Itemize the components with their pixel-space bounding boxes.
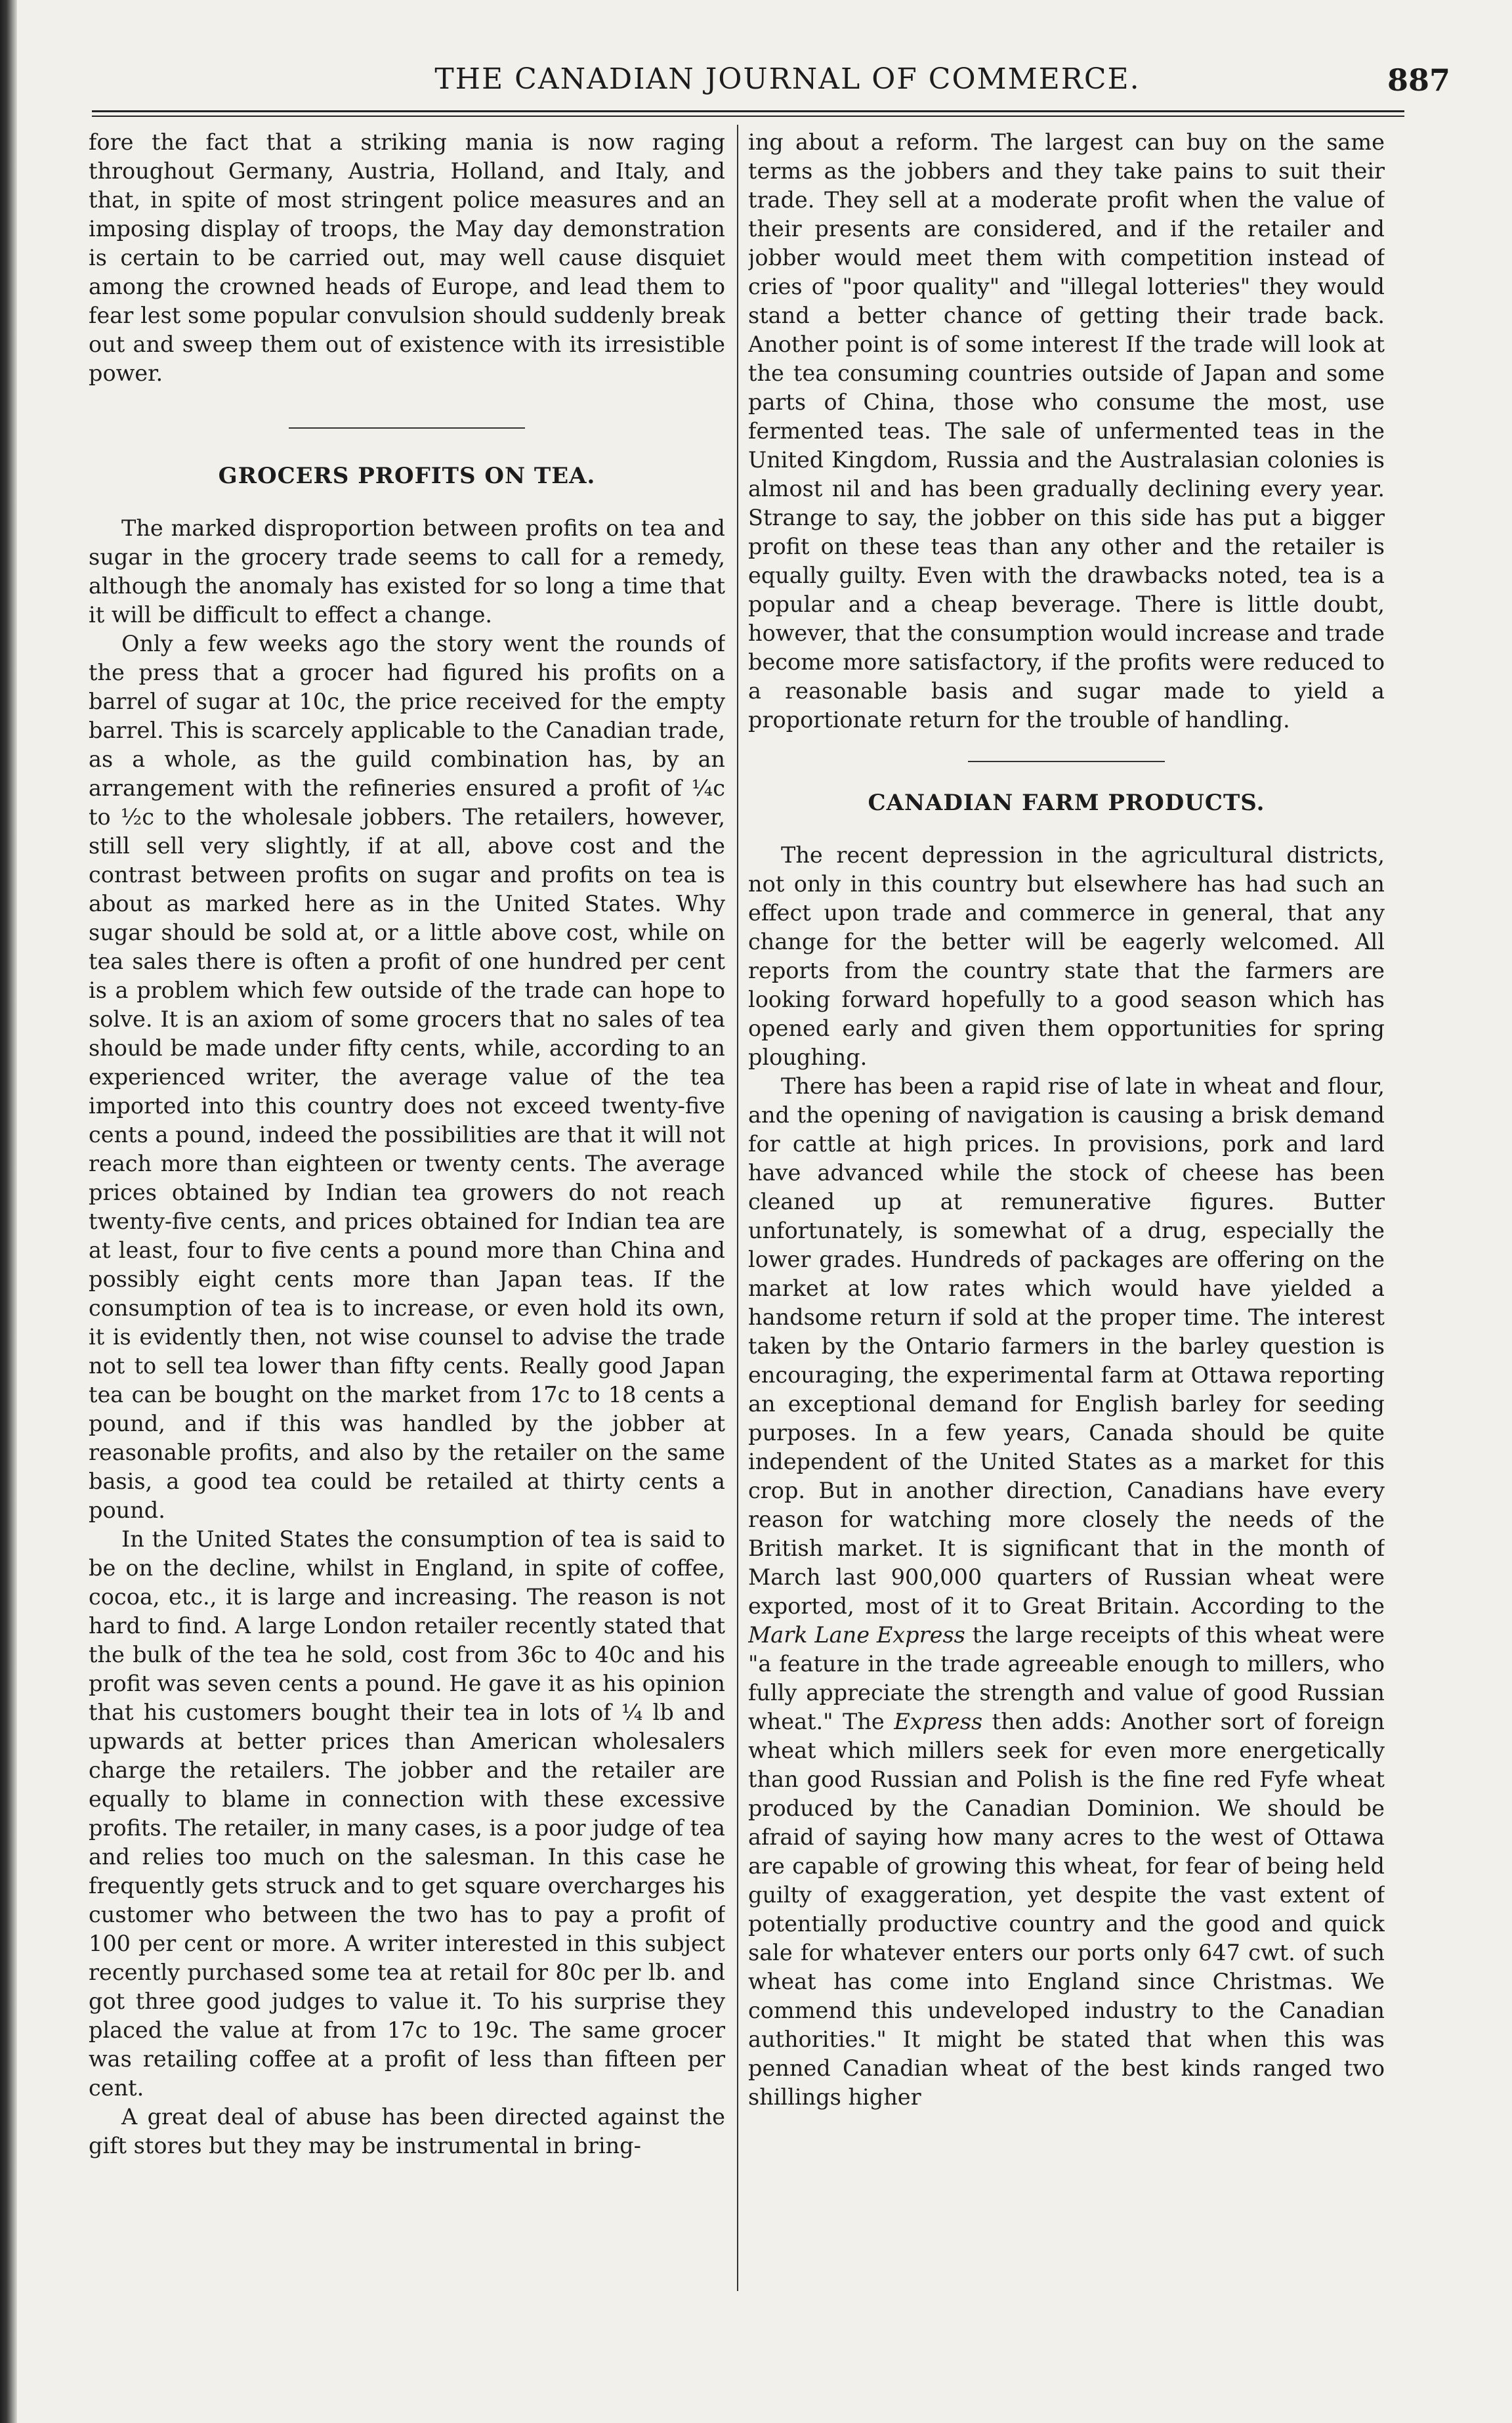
article-paragraph xyxy=(748,1072,1385,2112)
publication-title: Express xyxy=(894,1709,983,1734)
page-number: 887 xyxy=(1387,62,1450,98)
article-paragraph: The marked disproportion between profits on tea and sugar in the grocery trade seems to call for a remedy, although the anomaly has existed for so long a time that it will be difficult to effect a change. xyxy=(89,515,725,628)
running-head: THE CANADIAN JOURNAL OF COMMERCE. xyxy=(434,62,1141,96)
left-column xyxy=(89,128,725,2255)
publication-title: Mark Lane Express xyxy=(748,1622,965,1648)
article-paragraph: In the United States the consumption of tea is said to be on the decline, whilst in England, in spite of coffee, cocoa, etc., it is large and increasing. The reason is not hard to find. A large London retailer recently stated that the bulk of the tea he sold, cost from 36c to 40c and his profit was seven cents a pound. He gave it as his opinion that his customers bought their tea in lots of ¼ lb and upwards at better prices than American wholesalers charge the retailers. The jobber and the retailer are equally to blame in connection with these excessive profits. The retailer, in many cases, is a poor judge of tea and relies too much on the salesman. In this case he frequently gets struck and to get square overcharges his customer who between the two has to pay a profit of 100 per cent or more. A writer interested in this subject recently purchased some tea at retail for 80c per lb. and got three good judges to value it. To his surprise they placed the value at from 17c to 19c. The same grocer was retailing coffee at a profit of less than fifteen per cent. xyxy=(89,1526,725,2101)
text-run: the large receipts of this wheat were "a feature in the trade agreeable enough to millers, who fully appreciate the strength and value of good Russian wheat." The xyxy=(748,1622,1385,1734)
right-column xyxy=(748,128,1385,2255)
text-run: There has been a rapid rise of late in wheat and flour, and the opening of navigation is causing a brisk demand for cattle at high prices. In provisions, pork and lard have advanced while the stock of cheese has been cleaned up at remunerative figures. Butter unfortunately, is somewhat of a drug, especially the lower grades. Hundreds of packages are offering on the market at low rates which would have yielded a handsome return if sold at the proper time. The interest taken by the Ontario farmers in the barley question is encouraging, the experimental farm at Ottawa reporting an exceptional demand for English barley for seeding purposes. In a few years, Canada should be quite independent of the United States as a market for this crop. But in another direction, Canadians have every reason for watching more closely the needs of the British market. It is significant that in the month of March last 900,000 quarters of Russian wheat were exported, most of it to Great Britain. According to the xyxy=(748,1073,1385,1619)
intro-paragraph: fore the fact that a striking mania is now raging throughout Germany, Austria, Holland, and Italy, and that, in spite of most stringent police measures and an imposing display of troops, the May day demonstration is certain to be carried out, may well cause disquiet among the crowned heads of Europe, and lead them to fear lest some popular convulsion should suddenly break out and sweep them out of existence with its irresistible power. xyxy=(89,129,725,386)
text-run: then adds: Another sort of foreign wheat which millers seek for even more energetically than good Russian and Polish is the fine red Fyfe wheat produced by the Canadian Dominion. We should be afraid of saying how many acres to the west of Ottawa are capable of growing this wheat, for fear of being held guilty of exaggeration, yet despite the vast extent of potentially productive country and the good and quick sale for whatever enters our ports only 647 cwt. of such wheat has come into England since Christmas. We commend this undeveloped industry to the Canadian authorities." It might be stated that when this was penned Canadian wheat of the best kinds ranged two shillings higher xyxy=(748,1709,1385,2110)
section-rule xyxy=(289,427,525,429)
article-paragraph: The recent depression in the agricultural districts, not only in this country but elsewhere has had such an effect upon trade and commerce in general, that any change for the better will be eagerly welcomed. All reports from the country state that the farmers are looking forward hopefully to a good season which has opened early and given them opportunities for spring ploughing. xyxy=(748,842,1385,1070)
page-header xyxy=(85,62,1477,108)
section-rule xyxy=(968,761,1165,762)
header-rule xyxy=(92,110,1404,117)
article-paragraph: A great deal of abuse has been directed against the gift stores but they may be instrumental in bring- xyxy=(89,2104,725,2158)
section-title-farm-products: CANADIAN FARM PRODUCTS. xyxy=(868,790,1265,816)
continuation-paragraph: ing about a reform. The largest can buy on the same terms as the jobbers and they take pains to suit their trade. They sell at a moderate profit when the value of their presents are considered, and if the retailer and jobber would meet them with competition instead of cries of "poor quality" and "illegal lotteries" they would stand a better chance of getting their trade back. Another point is of some interest If the trade will look at the tea consuming countries outside of Japan and some parts of China, those who consume the most, use fermented teas. The sale of unfermented teas in the United Kingdom, Russia and the Australasian colonies is almost nil and has been gradually declining every year. Strange to say, the jobber on this side has put a bigger profit on these teas than any other and the retailer is equally guilty. Even with the drawbacks noted, tea is a popular and a cheap beverage. There is little doubt, however, that the consumption would increase and trade become more satisfactory, if the profits were reduced to a reasonable basis and sugar made to yield a proportionate return for the trouble of handling. xyxy=(748,129,1385,733)
column-divider xyxy=(737,125,738,2291)
section-title-grocers-profits: GROCERS PROFITS ON TEA. xyxy=(218,463,596,489)
scan-page-edge xyxy=(0,0,17,2423)
article-paragraph: Only a few weeks ago the story went the rounds of the press that a grocer had figured his profits on a barrel of sugar at 10c, the price received for the empty barrel. This is scarcely applicable to the Canadian trade, as a whole, as the guild combination has, by an arrangement with the refineries ensured a profit of ¼c to ½c to the wholesale jobbers. The retailers, however, still sell very slightly, if at all, above cost and the contrast between profits on sugar and profits on tea is about as marked here as in the United States. Why sugar should be sold at, or a little above cost, while on tea sales there is often a profit of one hundred per cent is a problem which few outside of the trade can hope to solve. It is an axiom of some grocers that no sales of tea should be made under fifty cents, while, according to an experienced writer, the average value of the tea imported into this country does not exceed twenty-five cents a pound, indeed the possibilities are that it will not reach more than eighteen or twenty cents. The average prices obtained by Indian tea growers do not reach twenty-five cents, and prices obtained for Indian tea are at least, four to five cents a pound more than China and possibly eight cents more than Japan teas. If the consumption of tea is to increase, or even hold its own, it is evidently then, not wise counsel to advise the trade not to sell tea lower than fifty cents. Really good Japan tea can be bought on the market from 17c to 18 cents a pound, and if this was handled by the jobber at reasonable profits, and also by the retailer on the same basis, a good tea could be retailed at thirty cents a pound. xyxy=(89,631,725,1523)
